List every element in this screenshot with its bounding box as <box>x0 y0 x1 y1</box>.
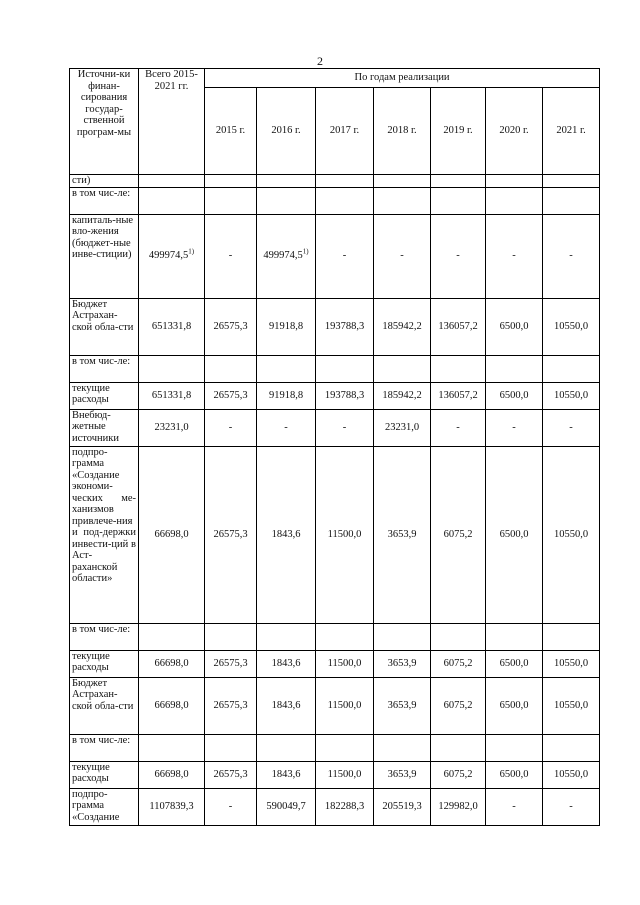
row-year-cell <box>257 677 316 734</box>
row-year-cell <box>205 214 257 298</box>
row-year-cell <box>486 298 543 355</box>
row-year-cell <box>486 650 543 677</box>
row-total-cell <box>139 409 205 446</box>
row-year-cell <box>316 734 374 761</box>
row-year-cell <box>257 446 316 623</box>
row-year-cell <box>257 214 316 298</box>
row-total-cell <box>139 214 205 298</box>
row-year-value: 10550,0 <box>553 320 589 332</box>
row-year-cell <box>543 214 600 298</box>
row-year-value: - <box>456 421 460 433</box>
row-year-cell <box>486 187 543 214</box>
table-row <box>70 650 600 677</box>
row-year-cell <box>205 623 257 650</box>
row-year-value: 136057,2 <box>438 320 478 332</box>
row-year-cell <box>543 187 600 214</box>
row-year-value: 1843,6 <box>271 699 301 711</box>
table-row <box>70 355 600 382</box>
row-year-cell <box>257 650 316 677</box>
row-year-cell <box>486 761 543 788</box>
row-year-cell <box>374 382 431 409</box>
table-row <box>70 175 600 188</box>
row-year-cell <box>316 175 374 188</box>
row-year-cell <box>205 355 257 382</box>
row-year-cell <box>316 214 374 298</box>
row-year-cell <box>374 677 431 734</box>
row-year-cell <box>374 175 431 188</box>
row-total-value: 499974,5 <box>148 250 189 262</box>
row-year-cell <box>205 382 257 409</box>
row-year-value: 6075,2 <box>443 528 473 540</box>
row-year-cell <box>257 298 316 355</box>
header-year: 2021 г. <box>543 88 600 175</box>
table-row <box>70 214 600 298</box>
row-year-cell <box>316 623 374 650</box>
row-year-cell <box>543 355 600 382</box>
row-year-value: 6500,0 <box>499 389 529 401</box>
row-year-value: 23231,0 <box>384 421 420 433</box>
row-year-cell <box>486 382 543 409</box>
page-number: 2 <box>317 54 323 68</box>
row-year-cell <box>486 677 543 734</box>
row-source-label: подпро-грамма «Создание экономи-ческих ме-ханизмов привлече-ния и под-держки инвести-ций в Аст-раханской области» <box>70 446 139 623</box>
row-year-cell <box>431 409 486 446</box>
row-source-label: сти) <box>70 175 139 188</box>
row-year-cell <box>543 298 600 355</box>
row-source-label: в том чис-ле: <box>70 734 139 761</box>
row-year-cell <box>486 214 543 298</box>
row-year-value: 6500,0 <box>499 768 529 780</box>
row-total-cell <box>139 298 205 355</box>
row-year-value: 11500,0 <box>327 657 362 669</box>
row-source-label: Бюджет Астрахан-ской обла-сти <box>70 298 139 355</box>
row-year-value: 129982,0 <box>438 800 478 812</box>
row-year-cell <box>486 734 543 761</box>
table-row <box>70 761 600 788</box>
row-year-cell <box>374 788 431 825</box>
row-year-value: 10550,0 <box>553 528 589 540</box>
row-year-cell <box>543 650 600 677</box>
row-year-value: 6075,2 <box>443 657 473 669</box>
row-total-cell <box>139 788 205 825</box>
table-row <box>70 446 600 623</box>
row-year-cell <box>257 187 316 214</box>
row-year-value: 3653,9 <box>387 768 417 780</box>
table-row <box>70 677 600 734</box>
row-year-cell <box>205 187 257 214</box>
row-year-value: - <box>456 250 460 262</box>
row-year-value: 10550,0 <box>553 768 589 780</box>
row-source-label: капиталь-ные вло-жения (бюджет-ные инве-стиции) <box>70 214 139 298</box>
header-year: 2018 г. <box>374 88 431 175</box>
row-year-value: - <box>342 250 347 262</box>
row-year-cell <box>431 788 486 825</box>
row-year-cell <box>205 298 257 355</box>
row-year-value: 26575,3 <box>213 389 248 401</box>
row-year-value: 6500,0 <box>499 699 529 711</box>
row-year-cell <box>486 409 543 446</box>
header-total: Всего 2015-2021 гг. <box>139 69 205 175</box>
row-year-cell <box>257 623 316 650</box>
row-year-cell <box>316 446 374 623</box>
table-row <box>70 734 600 761</box>
row-year-cell <box>374 446 431 623</box>
row-year-value: 11500,0 <box>327 528 362 540</box>
table-row <box>70 409 600 446</box>
row-year-cell <box>316 650 374 677</box>
row-total-value: 66698,0 <box>154 528 189 540</box>
row-year-value: 182288,3 <box>324 800 365 812</box>
table-row <box>70 298 600 355</box>
table-body <box>70 175 600 826</box>
row-year-cell <box>374 187 431 214</box>
row-year-cell <box>486 355 543 382</box>
row-year-cell <box>543 175 600 188</box>
row-year-value: - <box>342 421 347 433</box>
row-total-cell <box>139 355 205 382</box>
row-total-value: 651331,8 <box>151 320 192 332</box>
row-year-cell <box>543 734 600 761</box>
row-total-cell <box>139 650 205 677</box>
table-row <box>70 382 600 409</box>
row-total-value: 651331,8 <box>151 389 192 401</box>
footnote-marker: 1) <box>188 247 195 256</box>
row-year-value: 1843,6 <box>271 528 301 540</box>
row-source-label: текущие расходы <box>70 761 139 788</box>
row-year-cell <box>205 788 257 825</box>
row-year-cell <box>205 761 257 788</box>
row-year-cell <box>486 446 543 623</box>
row-year-cell <box>205 409 257 446</box>
row-year-cell <box>257 761 316 788</box>
row-year-value: - <box>284 421 288 433</box>
row-year-cell <box>316 788 374 825</box>
row-year-cell <box>486 175 543 188</box>
row-year-cell <box>431 761 486 788</box>
table-row <box>70 788 600 825</box>
row-year-value: - <box>400 250 404 262</box>
row-year-value: 91918,8 <box>268 389 304 401</box>
row-year-cell <box>374 214 431 298</box>
row-year-cell <box>257 175 316 188</box>
row-year-value: 6500,0 <box>499 657 529 669</box>
header-source: Источни-ки финан-сирования государ-ственной програм-мы <box>70 69 139 175</box>
row-year-value: - <box>512 250 516 262</box>
row-year-value: 590049,7 <box>266 800 306 812</box>
row-year-value: 1843,6 <box>271 657 301 669</box>
row-source-label: Бюджет Астрахан-ской обла-сти <box>70 677 139 734</box>
row-year-cell <box>205 175 257 188</box>
row-year-cell <box>374 298 431 355</box>
row-source-label: текущие расходы <box>70 650 139 677</box>
row-source-label: Внебюд-жетные источники <box>70 409 139 446</box>
row-total-cell <box>139 175 205 188</box>
row-year-value: 6500,0 <box>499 528 529 540</box>
row-year-value: - <box>512 421 516 433</box>
row-year-value: 193788,3 <box>324 320 365 332</box>
row-year-value: 10550,0 <box>553 699 589 711</box>
header-year: 2019 г. <box>431 88 486 175</box>
row-year-value: 205519,3 <box>382 800 422 812</box>
row-year-cell <box>205 677 257 734</box>
row-year-cell <box>316 355 374 382</box>
row-year-cell <box>374 623 431 650</box>
row-total-value: 1107839,3 <box>149 800 194 812</box>
table-row <box>70 623 600 650</box>
row-year-cell <box>316 761 374 788</box>
row-year-value: - <box>569 250 573 262</box>
row-year-cell <box>205 650 257 677</box>
row-year-cell <box>431 355 486 382</box>
row-year-value: 91918,8 <box>268 320 304 332</box>
financing-table <box>69 68 600 826</box>
row-total-cell <box>139 623 205 650</box>
row-total-cell <box>139 382 205 409</box>
row-year-cell <box>431 187 486 214</box>
row-year-value: 26575,3 <box>213 657 248 669</box>
row-year-value: 185942,2 <box>382 320 422 332</box>
row-total-cell <box>139 677 205 734</box>
row-year-cell <box>374 355 431 382</box>
row-year-cell <box>543 788 600 825</box>
row-year-cell <box>431 623 486 650</box>
row-total-value: 66698,0 <box>154 657 189 669</box>
row-year-value: 10550,0 <box>553 657 589 669</box>
row-year-value: 185942,2 <box>382 389 422 401</box>
row-year-cell <box>257 788 316 825</box>
row-year-value: 11500,0 <box>327 699 362 711</box>
row-year-value: 1843,6 <box>271 768 301 780</box>
row-year-value: - <box>569 800 573 812</box>
table-row <box>70 187 600 214</box>
row-total-value: 66698,0 <box>154 699 189 711</box>
row-year-cell <box>543 677 600 734</box>
row-year-value: - <box>228 800 233 812</box>
row-year-value: - <box>512 800 516 812</box>
row-year-cell <box>205 734 257 761</box>
row-year-cell <box>316 677 374 734</box>
header-year: 2015 г. <box>205 88 257 175</box>
row-year-value: 26575,3 <box>213 699 248 711</box>
row-year-value: 10550,0 <box>553 389 589 401</box>
row-source-label: подпро-грамма «Создание <box>70 788 139 825</box>
row-year-value: 499974,5 <box>263 250 303 262</box>
row-year-cell <box>257 355 316 382</box>
row-year-cell <box>486 788 543 825</box>
row-year-cell <box>543 382 600 409</box>
row-source-label: в том чис-ле: <box>70 623 139 650</box>
row-total-value: 23231,0 <box>154 421 189 433</box>
row-year-cell <box>205 446 257 623</box>
header-year: 2017 г. <box>316 88 374 175</box>
row-year-cell <box>431 446 486 623</box>
header-by-years: По годам реализации <box>205 69 600 88</box>
row-year-cell <box>431 734 486 761</box>
row-year-cell <box>431 298 486 355</box>
row-year-cell <box>543 761 600 788</box>
row-year-cell <box>431 214 486 298</box>
row-year-cell <box>316 382 374 409</box>
row-year-value: 3653,9 <box>387 528 417 540</box>
row-year-cell <box>431 382 486 409</box>
row-year-value: 136057,2 <box>438 389 478 401</box>
row-total-cell <box>139 446 205 623</box>
header-year: 2016 г. <box>257 88 316 175</box>
row-year-value: - <box>569 421 573 433</box>
row-year-value: 11500,0 <box>327 768 362 780</box>
row-year-value: 6075,2 <box>443 699 473 711</box>
row-total-cell <box>139 734 205 761</box>
row-year-cell <box>257 382 316 409</box>
footnote-marker: 1) <box>302 247 309 256</box>
row-year-cell <box>543 446 600 623</box>
row-year-cell <box>431 650 486 677</box>
row-year-value: 26575,3 <box>213 320 248 332</box>
row-year-value: 6500,0 <box>499 320 529 332</box>
row-source-label: в том чис-ле: <box>70 355 139 382</box>
row-year-cell <box>486 623 543 650</box>
row-year-cell <box>374 409 431 446</box>
row-year-value: - <box>228 421 233 433</box>
row-year-value: 6075,2 <box>443 768 473 780</box>
row-year-cell <box>431 175 486 188</box>
row-year-cell <box>431 677 486 734</box>
row-year-cell <box>374 734 431 761</box>
row-year-cell <box>257 734 316 761</box>
row-year-cell <box>543 409 600 446</box>
row-total-cell <box>139 761 205 788</box>
row-year-cell <box>316 409 374 446</box>
row-year-value: 193788,3 <box>324 389 365 401</box>
row-source-label: текущие расходы <box>70 382 139 409</box>
row-year-cell <box>374 761 431 788</box>
row-year-value: - <box>228 250 233 262</box>
row-source-label: в том чис-ле: <box>70 187 139 214</box>
row-year-cell <box>543 623 600 650</box>
header-year: 2020 г. <box>486 88 543 175</box>
row-total-cell <box>139 187 205 214</box>
row-year-cell <box>316 187 374 214</box>
row-year-value: 26575,3 <box>213 528 248 540</box>
row-year-cell <box>257 409 316 446</box>
row-year-value: 3653,9 <box>387 699 417 711</box>
row-year-cell <box>374 650 431 677</box>
row-year-value: 3653,9 <box>387 657 417 669</box>
row-year-cell <box>316 298 374 355</box>
row-total-value: 66698,0 <box>154 768 189 780</box>
row-year-value: 26575,3 <box>213 768 248 780</box>
